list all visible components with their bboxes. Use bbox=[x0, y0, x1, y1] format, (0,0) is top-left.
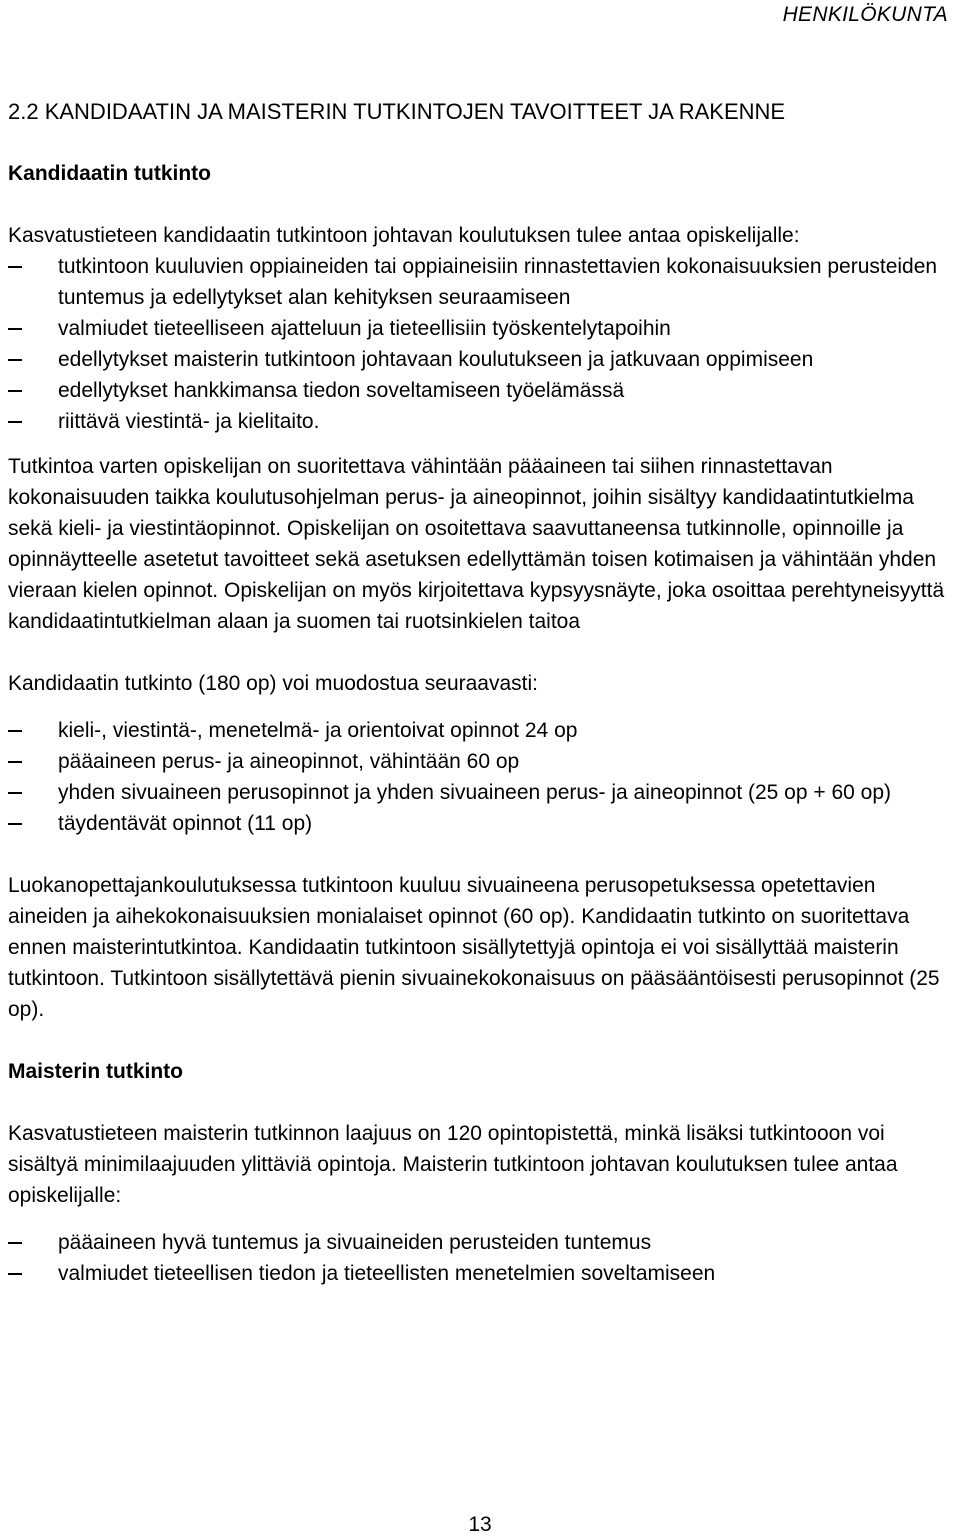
list-item: tutkintoon kuuluvien oppiaineiden tai oppiaineisiin rinnastettavien kokonaisuuksien perusteiden tuntemus ja edellytykset alan kehityksen seuraamiseen bbox=[8, 251, 953, 313]
bachelor-note: Luokanopettajankoulutuksessa tutkintoon kuuluu sivuaineena perusopetuksessa opetettavien aineiden ja aihekokonaisuuksien monialaiset opinnot (60 op). Kandidaatin tutkinto on suoritettava ennen maisterintutkintoa. Kandidaatin tutkintoon sisällytettyjä opintoja ei voi sisällyttää maisterin tutkintoon. Tutkintoon sisällytettävä pienin sivuainekokonaisuus on pääsääntöisesti perusopinnot (25 op). bbox=[8, 874, 940, 1021]
list-item: edellytykset hankkimansa tiedon soveltamiseen työelämässä bbox=[8, 375, 953, 406]
list-item: yhden sivuaineen perusopinnot ja yhden sivuaineen perus- ja aineopinnot (25 op + 60 op) bbox=[8, 777, 953, 808]
list-item: kieli-, viestintä-, menetelmä- ja orientoivat opinnot 24 op bbox=[8, 715, 953, 746]
running-header: HENKILÖKUNTA bbox=[782, 3, 948, 26]
page-number: 13 bbox=[468, 1513, 492, 1536]
master-intro: Kasvatustieteen maisterin tutkinnon laajuus on 120 opintopistettä, minkä lisäksi tutkintooon voi sisältyä minimilaajuuden ylittäviä opintoja. Maisterin tutkintoon johtavan koulutuksen tulee antaa opiskelijalle: bbox=[8, 1122, 898, 1207]
list-item: täydentävät opinnot (11 op) bbox=[8, 808, 953, 839]
list-item: riittävä viestintä- ja kielitaito. bbox=[8, 406, 953, 437]
document-body bbox=[8, 96, 953, 1289]
list-item: pääaineen perus- ja aineopinnot, vähintään 60 op bbox=[8, 746, 953, 777]
list-item: valmiudet tieteellisen tiedon ja tieteellisten menetelmien soveltamiseen bbox=[8, 1258, 953, 1289]
list-item: edellytykset maisterin tutkintoon johtavaan koulutukseen ja jatkuvaan oppimiseen bbox=[8, 344, 953, 375]
list-item: pääaineen hyvä tuntemus ja sivuaineiden perusteiden tuntemus bbox=[8, 1227, 953, 1258]
master-goals-list bbox=[8, 1227, 953, 1289]
bachelor-goals-list bbox=[8, 251, 953, 437]
bachelor-requirements: Tutkintoa varten opiskelijan on suoritettava vähintään pääaineen tai siihen rinnastettavan kokonaisuuden taikka koulutusohjelman perus- ja aineopinnot, joihin sisältyy kandidaatintutkielma sekä kieli- ja viestintäopinnot. Opiskelijan on osoitettava saavuttaneensa tutkinnolle, opinnoille ja opinnäytteelle asetetut tavoitteet sekä asetuksen edellyttämän toisen kotimaisen ja vähintään yhden vieraan kielen opinnot. Opiskelijan on myös kirjoitettava kypsyysnäyte, joka osoittaa perehtyneisyyttä kandidaatintutkielman alaan ja suomen tai ruotsinkielen taitoa bbox=[8, 455, 945, 633]
master-heading: Maisterin tutkinto bbox=[8, 1060, 184, 1083]
bachelor-intro: Kasvatustieteen kandidaatin tutkintoon johtavan koulutuksen tulee antaa opiskelijalle: bbox=[8, 224, 800, 247]
bachelor-heading: Kandidaatin tutkinto bbox=[8, 162, 211, 185]
bachelor-structure-list bbox=[8, 715, 953, 839]
list-item: valmiudet tieteelliseen ajatteluun ja tieteellisiin työskentelytapoihin bbox=[8, 313, 953, 344]
bachelor-structure-intro: Kandidaatin tutkinto (180 op) voi muodostua seuraavasti: bbox=[8, 672, 538, 695]
section-title: 2.2 KANDIDAATIN JA MAISTERIN TUTKINTOJEN TAVOITTEET JA RAKENNE bbox=[8, 99, 786, 124]
